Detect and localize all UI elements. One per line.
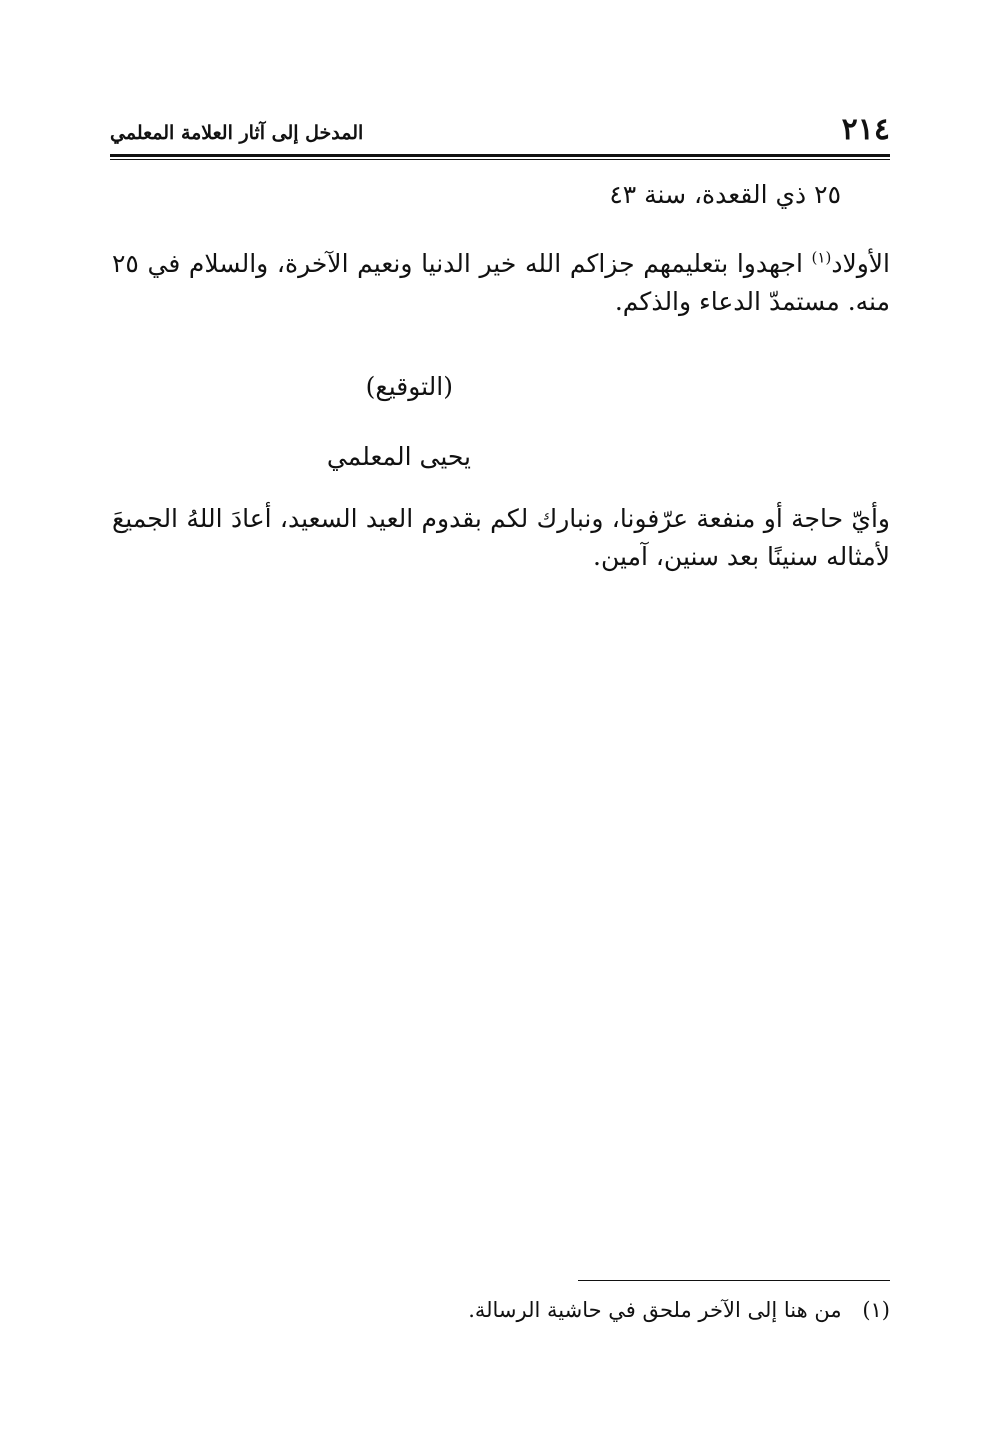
- footnote-text: من هنا إلى الآخر ملحق في حاشية الرسالة.: [468, 1298, 842, 1322]
- footnote-separator: [578, 1280, 890, 1281]
- signature-name: يحيى المعلمي: [326, 442, 471, 471]
- paragraph-1-continuation: اجهدوا بتعليمهم جزاكم الله خير الدنيا ونعيم الآخرة، والسلام في ٢٥ منه. مستمدّ الدعاء والذكم.: [112, 249, 890, 316]
- footnote-number: (١): [862, 1298, 890, 1322]
- signature-label: (التوقيع): [365, 372, 453, 401]
- paragraph-2: وأيّ حاجة أو منفعة عرّفونا، ونبارك لكم بقدوم العيد السعيد، أعادَ اللهُ الجميعَ لأمثاله سنينًا بعد سنين، آمين.: [112, 504, 890, 571]
- header-rule-thin: [110, 159, 890, 160]
- paragraph-1-opening: الأولاد: [831, 249, 890, 278]
- paragraph-1: [112, 245, 890, 321]
- page-number: ٢١٤: [841, 112, 890, 147]
- footnote-reference: (١): [811, 248, 832, 267]
- footnote: [190, 1294, 890, 1326]
- running-title: المدخل إلى آثار العلامة المعلمي: [110, 122, 364, 144]
- header-rule: [110, 154, 890, 157]
- page-header: [110, 110, 890, 154]
- date-line: ٢٥ ذي القعدة، سنة ٤٣: [609, 180, 841, 209]
